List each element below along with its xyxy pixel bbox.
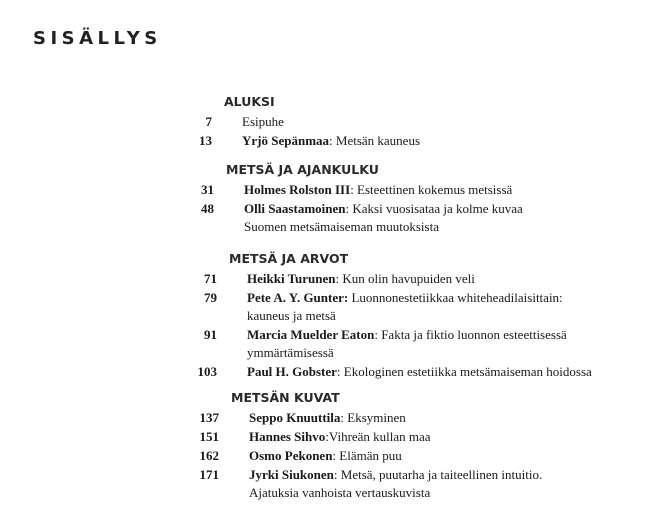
section-heading: METSÄ JA AJANKULKU (226, 162, 379, 177)
entry-title: : Ekologinen estetiikka metsämaiseman hoidossa (336, 364, 592, 379)
toc-entry (191, 270, 592, 288)
entry-title: :Vihreän kullan maa (325, 429, 431, 444)
entry-title-continued: Suomen metsämaiseman muutoksista (244, 219, 439, 234)
entry-title: Esipuhe (242, 114, 284, 129)
entry-author: Osmo Pekonen (249, 448, 333, 463)
entry-title-continued: Ajatuksia vanhoista vertauskuvista (249, 485, 431, 500)
toc-entry (191, 363, 592, 381)
entry-title-continued: ymmärtämisessä (247, 345, 334, 360)
toc-entry (193, 428, 542, 446)
entry-author: Heikki Turunen (247, 271, 336, 286)
entry-text (247, 270, 475, 288)
section-heading: METSÄN KUVAT (231, 390, 340, 405)
entry-text (249, 428, 431, 446)
page-number: 48 (201, 201, 214, 216)
entry-title-continued: kauneus ja metsä (247, 308, 336, 323)
page-number: 13 (199, 133, 212, 148)
entry-author: Marcia Muelder Eaton (247, 327, 375, 342)
entry-title: Luonnonestetiikkaa whiteheadilaisittain: (348, 290, 563, 305)
entry-author: Olli Saastamoinen (244, 201, 346, 216)
toc-entry (193, 466, 542, 502)
section-heading: ALUKSI (224, 94, 275, 109)
page-number: 103 (197, 364, 217, 379)
entry-title: : Metsän kauneus (329, 133, 421, 148)
entry-text (244, 200, 523, 236)
toc-entry (191, 326, 592, 362)
entry-author: Paul H. Gobster (247, 364, 337, 379)
page-title: SISÄLLYS (33, 28, 162, 49)
page-number: 162 (199, 448, 219, 463)
toc-entry (193, 447, 542, 465)
entry-author: Seppo Knuuttila (249, 410, 341, 425)
page-number: 79 (204, 290, 217, 305)
toc-entry (188, 181, 523, 199)
entry-text (247, 326, 567, 362)
entry-text (242, 132, 420, 150)
entry-title: : Metsä, puutarha ja taiteellinen intuitio. (333, 467, 543, 482)
toc-entry (188, 200, 523, 236)
entry-title: : Kaksi vuosisataa ja kolme kuvaa (345, 201, 523, 216)
entry-author: Pete A. Y. Gunter: (247, 290, 349, 305)
page-number: 31 (201, 182, 214, 197)
toc-entry (191, 289, 592, 325)
section-heading: METSÄ JA ARVOT (229, 251, 349, 266)
toc-entry (193, 409, 542, 427)
entry-author: Jyrki Siukonen (249, 467, 334, 482)
section-metsa-ja-arvot (191, 250, 592, 382)
page-number: 151 (199, 429, 219, 444)
entry-title: : Eksyminen (340, 410, 406, 425)
page-number: 91 (204, 327, 217, 342)
entry-author: Yrjö Sepänmaa (242, 133, 330, 148)
entry-text (249, 466, 542, 502)
entry-author: Holmes Rolston III (244, 182, 351, 197)
entry-text (247, 289, 563, 325)
section-aluksi (186, 93, 420, 151)
page-number: 71 (204, 271, 217, 286)
toc-entry (186, 132, 420, 150)
entry-text (244, 181, 512, 199)
entry-text (247, 363, 592, 381)
entry-title: : Fakta ja fiktio luonnon esteettisessä (374, 327, 567, 342)
section-metsa-ja-ajankulku (188, 161, 523, 237)
entry-title: : Esteettinen kokemus metsissä (350, 182, 513, 197)
entry-text (242, 113, 284, 131)
entry-text (249, 447, 402, 465)
entry-author: Hannes Sihvo (249, 429, 326, 444)
page-number: 7 (205, 114, 212, 129)
section-metsan-kuvat (193, 389, 542, 503)
entry-title: : Kun olin havupuiden veli (335, 271, 475, 286)
page-number: 171 (199, 467, 219, 482)
entry-text (249, 409, 406, 427)
toc-entry (186, 113, 420, 131)
entry-title: : Elämän puu (332, 448, 402, 463)
page-number: 137 (199, 410, 219, 425)
